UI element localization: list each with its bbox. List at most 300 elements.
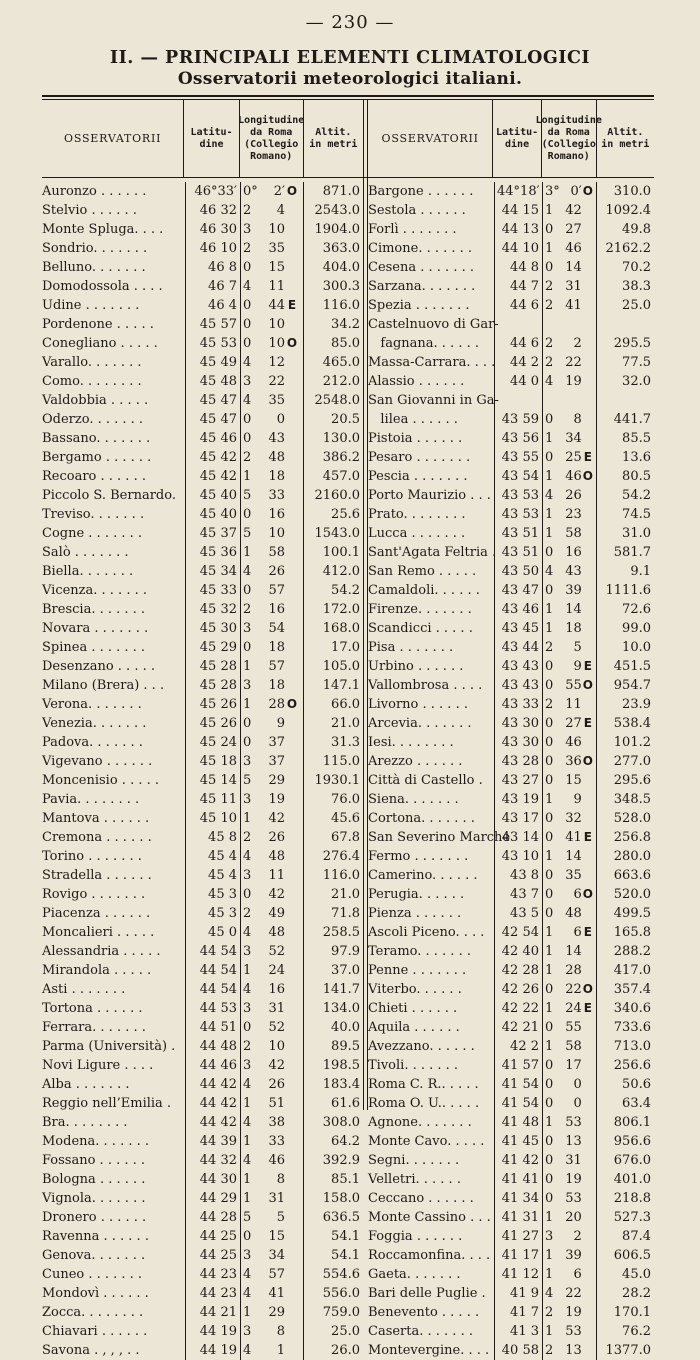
latitude-value: 43 43 (494, 676, 542, 695)
station-name: Penne . . . . . . . (368, 963, 467, 978)
longitude-minutes: 27 (565, 716, 582, 731)
altitude-value: 116.0 (303, 866, 363, 885)
station-name: Modena. . . . . . . (42, 1134, 149, 1149)
longitude-degrees: 0 (545, 450, 554, 465)
longitude-value (240, 220, 303, 239)
longitude-minutes: 31 (565, 1153, 582, 1168)
altitude-value: 2160.0 (303, 486, 363, 505)
station-name: Lucca . . . . . . . (368, 526, 466, 541)
longitude-direction (582, 334, 594, 353)
longitude-direction (285, 581, 299, 600)
altitude-value: 871.0 (303, 182, 363, 201)
altitude-value: 54.1 (303, 1227, 363, 1246)
altitude-value: 130.0 (303, 429, 363, 448)
station-name: Viterbo. . . . . . (368, 982, 462, 997)
table-row (368, 790, 654, 809)
longitude-direction (285, 828, 299, 847)
altitude-value: 50.6 (596, 1075, 654, 1094)
longitude-value (240, 999, 303, 1018)
longitude-direction (582, 733, 594, 752)
longitude-minutes: 24 (268, 963, 285, 978)
longitude-direction (285, 866, 299, 885)
longitude-direction (582, 942, 594, 961)
longitude-minutes: 57 (268, 583, 285, 598)
longitude-minutes: 57 (268, 659, 285, 674)
longitude-degrees: 1 (545, 469, 554, 484)
latitude-value: 45 10 (185, 809, 240, 828)
longitude-degrees: 0° (243, 184, 258, 199)
longitude-minutes: 0 (573, 1096, 582, 1111)
longitude-minutes: 16 (565, 545, 582, 560)
table-header (368, 100, 654, 177)
altitude-value: 37.0 (303, 961, 363, 980)
longitude-direction (285, 1246, 299, 1265)
table-row (42, 638, 363, 657)
altitude-value: 85.1 (303, 1170, 363, 1189)
longitude-minutes: 46 (268, 1153, 285, 1168)
longitude-degrees: 2 (243, 450, 252, 465)
longitude-minutes: 55 (565, 678, 582, 693)
altitude-value: 956.6 (596, 1132, 654, 1151)
station-name: Spinea . . . . . . . (42, 640, 146, 655)
latitude-value: 43 33 (494, 695, 542, 714)
longitude-degrees: 4 (243, 279, 252, 294)
table-row (42, 1284, 363, 1303)
longitude-direction: E (583, 1001, 592, 1015)
altitude-value: 26.0 (303, 1341, 363, 1360)
longitude-direction (285, 600, 299, 619)
latitude-value: 43 7 (494, 885, 542, 904)
longitude-minutes: 26 (565, 488, 582, 503)
table-row (42, 334, 363, 353)
longitude-direction (582, 372, 594, 391)
latitude-value: 44 10 (494, 239, 542, 258)
altitude-value: 85.5 (596, 429, 654, 448)
longitude-direction (285, 1075, 299, 1094)
table-row (368, 353, 654, 372)
station-name: Pescia . . . . . . . (368, 469, 468, 484)
table-row (368, 182, 654, 201)
longitude-minutes: 10 (268, 1039, 285, 1054)
station-name: San Remo . . . . . (368, 564, 477, 579)
longitude-minutes: 11 (565, 697, 582, 712)
longitude-degrees: 4 (545, 1286, 554, 1301)
longitude-value (240, 923, 303, 942)
altitude-value: 70.2 (596, 258, 654, 277)
longitude-minutes: 44 (268, 298, 285, 313)
latitude-value: 42 28 (494, 961, 542, 980)
altitude-value: 954.7 (596, 676, 654, 695)
altitude-value: 1111.6 (596, 581, 654, 600)
latitude-value: 44 8 (494, 258, 542, 277)
longitude-degrees: 1 (545, 507, 554, 522)
latitude-value: 41 34 (494, 1189, 542, 1208)
latitude-value: 43 27 (494, 771, 542, 790)
latitude-value: 42 54 (494, 923, 542, 942)
longitude-direction (285, 676, 299, 695)
longitude-degrees: 0 (545, 811, 554, 826)
longitude-minutes: 9 (276, 716, 285, 731)
table-row (42, 429, 363, 448)
station-name: Stradella . . . . . . (42, 868, 152, 883)
latitude-value: 44 25 (185, 1227, 240, 1246)
table-row (368, 1303, 654, 1322)
altitude-value: 636.5 (303, 1208, 363, 1227)
table-row (42, 1208, 363, 1227)
table-row (42, 1094, 363, 1113)
table-row (368, 1227, 654, 1246)
longitude-degrees: 5 (243, 526, 252, 541)
station-name: Arezzo . . . . . . (368, 754, 463, 769)
altitude-value: 198.5 (303, 1056, 363, 1075)
longitude-value (542, 695, 596, 714)
header-latitude: Latitu- dine (183, 100, 238, 177)
longitude-minutes: 13 (565, 1134, 582, 1149)
longitude-value (542, 296, 596, 315)
station-name: fagnana. . . . . . (368, 336, 479, 351)
station-name: Siena. . . . . . . (368, 792, 459, 807)
altitude-value: 183.4 (303, 1075, 363, 1094)
longitude-degrees: 0 (243, 336, 252, 351)
table-row (368, 1246, 654, 1265)
longitude-direction (285, 1189, 299, 1208)
longitude-minutes: 5 (276, 1210, 285, 1225)
longitude-degrees: 1 (243, 659, 252, 674)
longitude-degrees: 5 (243, 1210, 252, 1225)
latitude-value: 45 33 (185, 581, 240, 600)
latitude-value: 43 53 (494, 505, 542, 524)
altitude-value: 172.0 (303, 600, 363, 619)
altitude-value: 45.0 (596, 1265, 654, 1284)
longitude-direction (582, 1208, 594, 1227)
latitude-value: 45 48 (185, 372, 240, 391)
top-rule (42, 95, 654, 97)
table-row (42, 239, 363, 258)
longitude-direction (582, 1246, 594, 1265)
table-row (42, 847, 363, 866)
longitude-degrees: 0 (545, 868, 554, 883)
station-name: Moncenisio . . . . . (42, 773, 159, 788)
altitude-value: 64.2 (303, 1132, 363, 1151)
station-name: Ravenna . . . . . . (42, 1229, 149, 1244)
table-row (42, 448, 363, 467)
longitude-direction: E (583, 450, 592, 464)
longitude-minutes: 2′ (273, 184, 285, 199)
longitude-value (542, 638, 596, 657)
longitude-direction (285, 1132, 299, 1151)
latitude-value: 45 28 (185, 657, 240, 676)
longitude-degrees: 2 (545, 279, 554, 294)
longitude-degrees: 3 (545, 1229, 554, 1244)
altitude-value: 277.0 (596, 752, 654, 771)
station-name: Alba . . . . . . . (42, 1077, 130, 1092)
station-name: Massa-Carrara. . . . (368, 355, 496, 370)
longitude-minutes: 20 (565, 1210, 582, 1225)
longitude-direction (582, 353, 594, 372)
table-row (368, 1132, 654, 1151)
table-row (42, 676, 363, 695)
longitude-degrees: 4 (545, 564, 554, 579)
longitude-degrees: 1 (243, 469, 252, 484)
longitude-degrees (545, 391, 564, 410)
station-name: Pordenone . . . . . (42, 317, 154, 332)
latitude-value: 40 58 (494, 1341, 542, 1360)
table-row (368, 1322, 654, 1341)
longitude-value (542, 1265, 596, 1284)
station-name: Iesi. . . . . . . . (368, 735, 454, 750)
longitude-minutes: 27 (565, 222, 582, 237)
table-row (368, 676, 654, 695)
altitude-value: 451.5 (596, 657, 654, 676)
longitude-direction (582, 1303, 594, 1322)
table-row (368, 562, 654, 581)
station-name: Piccolo S. Bernardo. (42, 488, 176, 503)
station-name: Savona . , , , . . (42, 1343, 140, 1358)
longitude-value (542, 657, 596, 676)
longitude-direction (285, 1303, 299, 1322)
table-row (368, 334, 654, 353)
longitude-value (542, 733, 596, 752)
altitude-value: 34.2 (303, 315, 363, 334)
table-row (42, 600, 363, 619)
altitude-value: 256.6 (596, 1056, 654, 1075)
longitude-minutes: 16 (268, 982, 285, 997)
longitude-value (240, 1151, 303, 1170)
table-row (368, 581, 654, 600)
altitude-value: 663.6 (596, 866, 654, 885)
longitude-value (240, 277, 303, 296)
longitude-direction: O (286, 697, 298, 711)
station-name: Reggio nell’Emilia . (42, 1096, 172, 1111)
latitude-value: 41 54 (494, 1075, 542, 1094)
longitude-direction (285, 258, 299, 277)
longitude-minutes: 41 (268, 1286, 285, 1301)
longitude-minutes: 36 (565, 754, 582, 769)
station-name: Cimone. . . . . . . (368, 241, 473, 256)
station-name: Bra. . . . . . . . (42, 1115, 128, 1130)
station-name: Bergamo . . . . . . (42, 450, 152, 465)
altitude-value: 441.7 (596, 410, 654, 429)
longitude-direction (285, 524, 299, 543)
longitude-degrees: 2 (545, 298, 554, 313)
longitude-degrees: 3 (243, 754, 252, 769)
longitude-direction (582, 866, 594, 885)
longitude-value (240, 334, 303, 353)
latitude-value: 43 8 (494, 866, 542, 885)
longitude-direction (582, 771, 594, 790)
table-row (368, 505, 654, 524)
longitude-value (240, 866, 303, 885)
header-observatory: OSSERVATORII (381, 131, 479, 145)
longitude-value (542, 372, 596, 391)
latitude-value: 42 2 (494, 1037, 542, 1056)
altitude-value: 54.2 (303, 581, 363, 600)
station-name: Novara . . . . . . . (42, 621, 149, 636)
longitude-minutes: 15 (565, 773, 582, 788)
latitude-value: 43 59 (494, 410, 542, 429)
longitude-direction (582, 904, 594, 923)
table-header (42, 100, 363, 177)
station-name: Camerino. . . . . . (368, 868, 478, 883)
latitude-value: 42 26 (494, 980, 542, 999)
table-row (42, 1170, 363, 1189)
station-name: Varallo. . . . . . . (42, 355, 142, 370)
longitude-direction (285, 372, 299, 391)
station-name: Livorno . . . . . . (368, 697, 468, 712)
longitude-value (542, 1151, 596, 1170)
longitude-degrees: 1 (545, 526, 554, 541)
table-row (368, 1265, 654, 1284)
station-name: Vallombrosa . . . . (368, 678, 483, 693)
altitude-value: 25.0 (303, 1322, 363, 1341)
table-row (42, 182, 363, 201)
longitude-minutes: 10 (268, 317, 285, 332)
table-row (42, 486, 363, 505)
latitude-value: 46 10 (185, 239, 240, 258)
altitude-value: 457.0 (303, 467, 363, 486)
longitude-degrees: 0 (545, 754, 554, 769)
latitude-value: 44 7 (494, 277, 542, 296)
table-row (368, 866, 654, 885)
station-name: Agnone. . . . . . . (368, 1115, 472, 1130)
longitude-value (542, 220, 596, 239)
station-name: Mantova . . . . . . (42, 811, 150, 826)
altitude-value: 2543.0 (303, 201, 363, 220)
longitude-direction (582, 695, 594, 714)
station-name: Città di Castello . (368, 773, 483, 788)
altitude-value: 520.0 (596, 885, 654, 904)
longitude-direction (582, 1227, 594, 1246)
longitude-value (240, 904, 303, 923)
altitude-value: 258.5 (303, 923, 363, 942)
longitude-value (542, 258, 596, 277)
longitude-minutes: 9 (573, 792, 582, 807)
altitude-value: 806.1 (596, 1113, 654, 1132)
table-row (42, 410, 363, 429)
longitude-direction: O (582, 982, 593, 996)
altitude-value: 13.6 (596, 448, 654, 467)
latitude-value: 46°33′ (185, 182, 240, 201)
latitude-value: 45 18 (185, 752, 240, 771)
longitude-value (542, 1303, 596, 1322)
longitude-degrees: 0 (243, 317, 252, 332)
altitude-value: 1930.1 (303, 771, 363, 790)
longitude-degrees: 0 (545, 1020, 554, 1035)
latitude-value: 41 7 (494, 1303, 542, 1322)
longitude-minutes: 14 (565, 602, 582, 617)
station-name: lilea . . . . . . (368, 412, 458, 427)
latitude-value: 43 56 (494, 429, 542, 448)
longitude-value (240, 828, 303, 847)
station-name: Pisa . . . . . . . (368, 640, 454, 655)
table-row (42, 980, 363, 999)
longitude-value (542, 562, 596, 581)
table-row (368, 638, 654, 657)
longitude-degrees: 1 (545, 203, 554, 218)
longitude-minutes: 37 (268, 754, 285, 769)
latitude-value: 44 54 (185, 961, 240, 980)
longitude-direction (285, 201, 299, 220)
latitude-value: 44 42 (185, 1075, 240, 1094)
longitude-degrees: 1 (545, 849, 554, 864)
station-name: Udine . . . . . . . (42, 298, 140, 313)
longitude-minutes: 48 (268, 849, 285, 864)
longitude-direction: O (582, 754, 593, 768)
station-name: Firenze. . . . . . . (368, 602, 472, 617)
table-row (42, 1246, 363, 1265)
longitude-minutes: 37 (268, 735, 285, 750)
longitude-direction (285, 315, 299, 334)
latitude-value: 43 30 (494, 714, 542, 733)
longitude-direction (285, 391, 299, 410)
altitude-value: 49.8 (596, 220, 654, 239)
longitude-direction (582, 961, 594, 980)
station-name: Cogne . . . . . . . (42, 526, 143, 541)
latitude-value: 41 27 (494, 1227, 542, 1246)
station-name: Tivoli. . . . . . . (368, 1058, 459, 1073)
altitude-value: 1092.4 (596, 201, 654, 220)
longitude-direction (582, 486, 594, 505)
longitude-degrees: 1 (545, 1039, 554, 1054)
longitude-direction (285, 961, 299, 980)
longitude-minutes: 0′ (570, 184, 582, 199)
longitude-value (542, 847, 596, 866)
latitude-value: 43 19 (494, 790, 542, 809)
station-name: Arcevia. . . . . . . (368, 716, 472, 731)
longitude-value (542, 1056, 596, 1075)
longitude-value (542, 1208, 596, 1227)
table-row (42, 1265, 363, 1284)
longitude-minutes: 6 (573, 925, 582, 940)
table-row (42, 296, 363, 315)
table-row (368, 771, 654, 790)
table-row (42, 714, 363, 733)
latitude-value: 43 47 (494, 581, 542, 600)
longitude-degrees: 2 (243, 241, 252, 256)
longitude-direction (285, 904, 299, 923)
longitude-value (240, 353, 303, 372)
longitude-degrees: 4 (243, 1343, 252, 1358)
longitude-minutes: 10 (268, 336, 285, 351)
table-row (42, 1227, 363, 1246)
altitude-value: 54.1 (303, 1246, 363, 1265)
header-longitude: Longitudine da Roma (Collegio Romano) (541, 100, 596, 177)
longitude-degrees: 3 (243, 944, 252, 959)
longitude-value (240, 1132, 303, 1151)
longitude-degrees: 4 (243, 355, 252, 370)
latitude-value: 46 4 (185, 296, 240, 315)
station-name: Venezia. . . . . . . (42, 716, 147, 731)
longitude-value (240, 372, 303, 391)
table-row (368, 695, 654, 714)
station-name: Mondovì . . . . . . (42, 1286, 149, 1301)
station-name: Spezia . . . . . . . (368, 298, 470, 313)
longitude-degrees: 1 (545, 241, 554, 256)
altitude-value: 759.0 (303, 1303, 363, 1322)
table-row (42, 1303, 363, 1322)
altitude-value: 308.0 (303, 1113, 363, 1132)
latitude-value: 45 28 (185, 676, 240, 695)
longitude-value (542, 1018, 596, 1037)
longitude-direction (285, 543, 299, 562)
longitude-value (240, 714, 303, 733)
longitude-minutes: 48 (268, 925, 285, 940)
station-name: Chieti . . . . . . (368, 1001, 458, 1016)
longitude-direction (582, 239, 594, 258)
longitude-minutes: 19 (565, 1305, 582, 1320)
station-name: Gaeta. . . . . . . (368, 1267, 461, 1282)
latitude-value: 45 57 (185, 315, 240, 334)
